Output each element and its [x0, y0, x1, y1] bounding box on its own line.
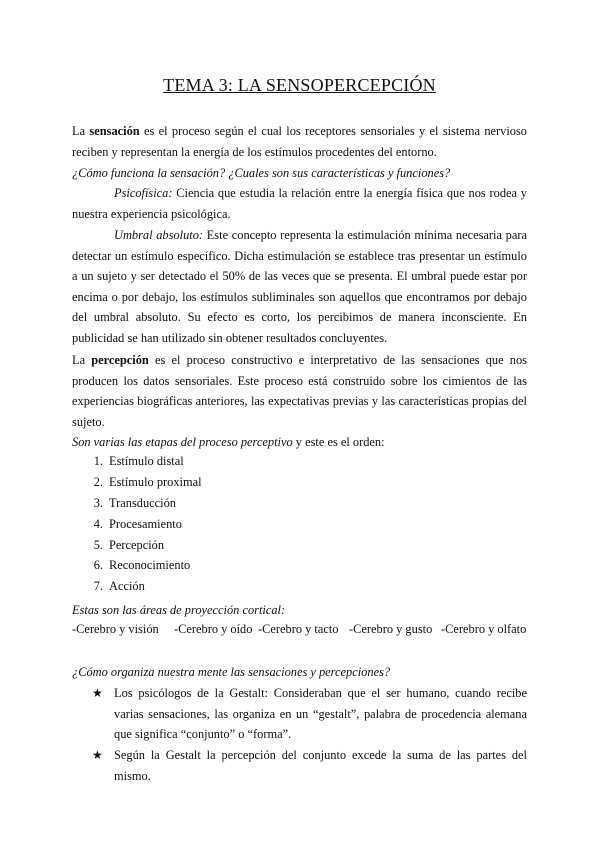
text-span: La [72, 353, 92, 367]
list-number: 1. [93, 454, 103, 468]
text-span: es el proceso según el cual los receptores sensoriales y el sistema nervioso reciben y representan la energía de los estímulos procedentes del entorno. [72, 124, 527, 159]
question-sensacion: ¿Cómo funciona la sensación? ¿Cuales son sus características y funciones? [72, 166, 451, 180]
term-percepcion: percepción [91, 353, 149, 367]
list-label: Estímulo proximal [109, 475, 202, 489]
list-label: Transducción [109, 496, 176, 510]
list-number: 2. [93, 475, 103, 489]
gestalt-text: Los psicólogos de la Gestalt: Consideraban que el ser humano, cuando recibe varias sensaciones, las organiza en un “gestalt”, palabra de procedencia alemana que significa “conjunto” o “forma”. [114, 686, 527, 742]
term-sensacion: sensación [89, 124, 140, 138]
gestalt-item [72, 683, 527, 745]
list-label: Estímulo distal [109, 454, 184, 468]
areas-heading: Estas son las áreas de proyección cortical: [72, 603, 286, 617]
text-span: Ciencia que estudia la relación entre la energía física que nos rodea y nuestra experiencia psicológica. [72, 186, 527, 221]
list-label: Reconocimiento [109, 558, 191, 572]
area-item: -Cerebro y oído [174, 622, 253, 636]
area-item: -Cerebro y olfato [441, 622, 527, 636]
question-organiza: ¿Cómo organiza nuestra mente las sensaciones y percepciones? [72, 665, 391, 679]
text-span: Este concepto representa la estimulación mínima necesaria para detectar un estímulo específico. Dicha estimulación se establece tras presentar un estímulo a un sujeto y ser detectado el 50% de las veces que se presenta. El umbral puede estar por encima o por debajo, los estímulos subliminales son aquellos que encontramos por debajo del umbral absoluto. Su efecto es corto, los percibimos de manera inconsciente. En publicidad se han utilizado sin obtener resultados concluyentes. [72, 228, 527, 345]
star-icon: ★ [92, 748, 103, 762]
page-title: TEMA 3: LA SENSOPERCEPCIÓN [163, 75, 436, 95]
star-icon: ★ [92, 686, 103, 700]
list-label: Percepción [109, 538, 165, 552]
list-label: Procesamiento [109, 517, 182, 531]
text-span: La [72, 124, 90, 138]
sensacion-paragraph [72, 121, 527, 162]
list-number: 6. [93, 558, 103, 572]
area-item: -Cerebro y tacto [258, 622, 339, 636]
text-span: es el proceso constructivo e interpretativo de las sensaciones que nos producen los datos sensoriales. Este proceso está construido sobre los cimientos de las experiencias biográficas anteriores, las expectativas previas y las características propias del sujeto. [72, 353, 527, 429]
etapas-intro [72, 432, 385, 452]
area-item: -Cerebro y gusto [349, 622, 433, 636]
list-number: 7. [93, 579, 103, 593]
area-item: -Cerebro y visión [72, 622, 159, 636]
gestalt-text: Según la Gestalt la percepción del conjunto excede la suma de las partes del mismo. [114, 748, 527, 783]
list-number: 5. [93, 538, 103, 552]
gestalt-item [72, 745, 527, 786]
text-span: Son varias las etapas del proceso perceptivo [72, 435, 293, 449]
term-psicofisica: Psicofísica: [114, 186, 173, 200]
list-number: 3. [93, 496, 103, 510]
psicofisica-paragraph [72, 183, 527, 224]
term-umbral: Umbral absoluto: [114, 228, 204, 242]
percepcion-paragraph [72, 350, 527, 432]
list-number: 4. [93, 517, 103, 531]
umbral-paragraph [72, 225, 527, 349]
list-label: Acción [109, 579, 145, 593]
text-span: y este es el orden: [292, 435, 385, 449]
